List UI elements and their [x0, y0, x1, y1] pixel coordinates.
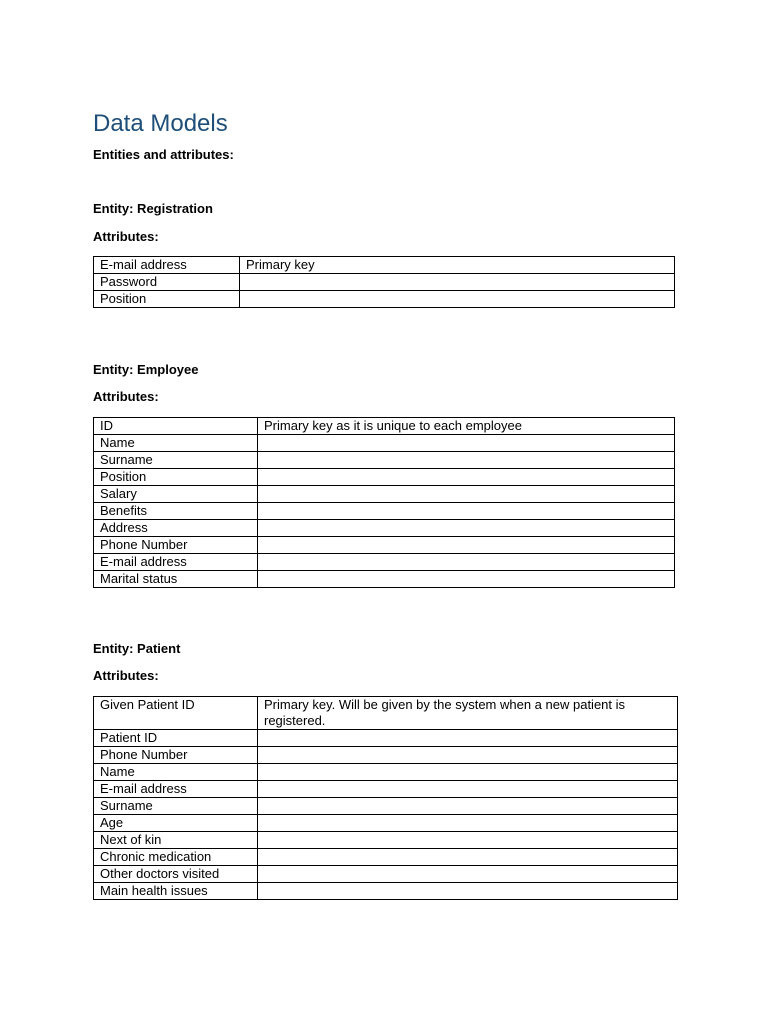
- attribute-note: Primary key as it is unique to each employee: [258, 418, 675, 435]
- table-row: [94, 764, 678, 781]
- table-row: [94, 418, 675, 435]
- attribute-name: Salary: [94, 486, 258, 503]
- attribute-note: [258, 798, 678, 815]
- attributes-label-registration: Attributes:: [93, 229, 159, 244]
- table-row: [94, 486, 675, 503]
- attributes-label-employee: Attributes:: [93, 389, 159, 404]
- attribute-note: [258, 866, 678, 883]
- table-row: [94, 832, 678, 849]
- attribute-name: Name: [94, 435, 258, 452]
- attribute-note: [258, 849, 678, 866]
- attribute-name: Benefits: [94, 503, 258, 520]
- attribute-note: [258, 452, 675, 469]
- table-row: [94, 798, 678, 815]
- attribute-name: Given Patient ID: [94, 697, 258, 730]
- table-row: [94, 452, 675, 469]
- table-row: [94, 730, 678, 747]
- attribute-note: Primary key. Will be given by the system when a new patient is registered.: [258, 697, 678, 730]
- attribute-name: Password: [94, 274, 240, 291]
- table-row: [94, 571, 675, 588]
- attribute-note: [258, 781, 678, 798]
- patient-attributes-table: [93, 696, 678, 900]
- attribute-name: Phone Number: [94, 747, 258, 764]
- table-row: [94, 257, 675, 274]
- attribute-name: Phone Number: [94, 537, 258, 554]
- attribute-name: Surname: [94, 798, 258, 815]
- table-row: [94, 274, 675, 291]
- table-row: [94, 866, 678, 883]
- table-row: [94, 697, 678, 730]
- registration-attributes-table: [93, 256, 675, 308]
- attribute-name: ID: [94, 418, 258, 435]
- attribute-note: [240, 291, 675, 308]
- attribute-note: [240, 274, 675, 291]
- attribute-note: [258, 730, 678, 747]
- table-row: [94, 849, 678, 866]
- attribute-note: [258, 747, 678, 764]
- table-row: [94, 554, 675, 571]
- attribute-note: Primary key: [240, 257, 675, 274]
- table-row: [94, 291, 675, 308]
- attribute-note: [258, 815, 678, 832]
- attribute-name: Marital status: [94, 571, 258, 588]
- attribute-note: [258, 520, 675, 537]
- attribute-name: E-mail address: [94, 257, 240, 274]
- table-row: [94, 883, 678, 900]
- attribute-name: Other doctors visited: [94, 866, 258, 883]
- entity-title-employee: Entity: Employee: [93, 362, 199, 377]
- attribute-name: E-mail address: [94, 554, 258, 571]
- section-subheading: Entities and attributes:: [93, 147, 234, 162]
- employee-attributes-table: [93, 417, 675, 588]
- attribute-name: Patient ID: [94, 730, 258, 747]
- table-row: [94, 747, 678, 764]
- table-row: [94, 815, 678, 832]
- attribute-name: Surname: [94, 452, 258, 469]
- page-title: Data Models: [93, 110, 228, 137]
- attribute-note: [258, 764, 678, 781]
- attribute-note: [258, 537, 675, 554]
- table-row: [94, 503, 675, 520]
- attribute-note: [258, 571, 675, 588]
- attribute-note: [258, 503, 675, 520]
- attribute-name: Age: [94, 815, 258, 832]
- attribute-name: Chronic medication: [94, 849, 258, 866]
- entity-title-patient: Entity: Patient: [93, 641, 181, 656]
- attribute-name: E-mail address: [94, 781, 258, 798]
- attribute-name: Name: [94, 764, 258, 781]
- attribute-name: Position: [94, 469, 258, 486]
- table-row: [94, 469, 675, 486]
- attribute-name: Main health issues: [94, 883, 258, 900]
- attribute-note: [258, 554, 675, 571]
- entity-title-registration: Entity: Registration: [93, 201, 213, 216]
- attribute-name: Address: [94, 520, 258, 537]
- table-row: [94, 781, 678, 798]
- attribute-name: Position: [94, 291, 240, 308]
- attributes-label-patient: Attributes:: [93, 668, 159, 683]
- attribute-note: [258, 486, 675, 503]
- attribute-note: [258, 469, 675, 486]
- table-row: [94, 537, 675, 554]
- attribute-note: [258, 883, 678, 900]
- table-row: [94, 520, 675, 537]
- attribute-name: Next of kin: [94, 832, 258, 849]
- table-row: [94, 435, 675, 452]
- attribute-note: [258, 832, 678, 849]
- attribute-note: [258, 435, 675, 452]
